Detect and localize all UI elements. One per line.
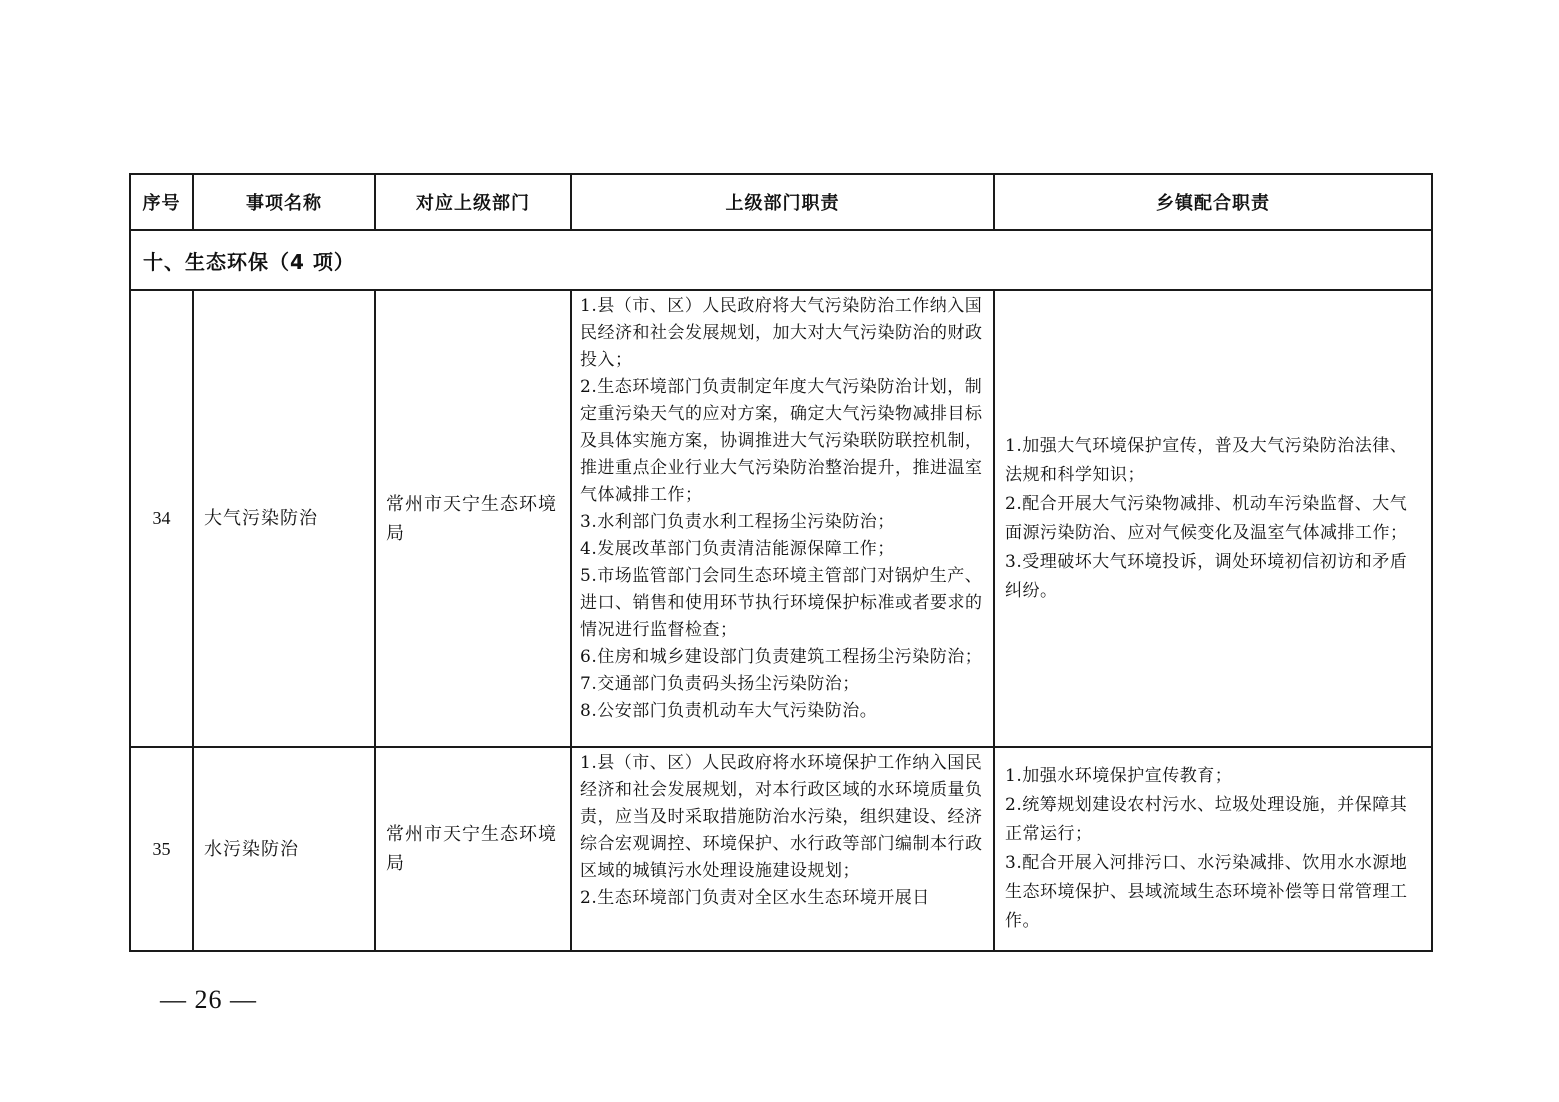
table-row <box>130 290 1432 747</box>
row-item-name: 大气污染防治 <box>193 290 375 747</box>
page-number: — 26 — <box>160 985 257 1014</box>
upper-duty-item: 1.县（市、区）人民政府将大气污染防治工作纳入国民经济和社会发展规划，加大对大气污染防治的财政投入； <box>580 296 983 370</box>
row-town-duties <box>994 747 1432 951</box>
row-upper-department: 常州市天宁生态环境局 <box>375 290 571 747</box>
header-town-duties: 乡镇配合职责 <box>994 174 1432 230</box>
upper-duty-item: 8.公安部门负责机动车大气污染防治。 <box>580 701 878 721</box>
row-serial-no: 34 <box>130 290 193 747</box>
town-duty-item: 1.加强水环境保护宣传教育； <box>1005 766 1233 786</box>
upper-duty-item: 4.发展改革部门负责清洁能源保障工作； <box>580 539 895 559</box>
upper-duty-item: 3.水利部门负责水利工程扬尘污染防治； <box>580 512 895 532</box>
town-duty-item: 3.配合开展入河排污口、水污染减排、饮用水水源地生态环境保护、县域流域生态环境补偿等日常管理工作。 <box>1005 853 1408 931</box>
row-item-name: 水污染防治 <box>193 747 375 951</box>
upper-duty-item: 6.住房和城乡建设部门负责建筑工程扬尘污染防治； <box>580 647 983 667</box>
table-header-row <box>130 174 1432 230</box>
upper-duty-item: 5.市场监管部门会同生态环境主管部门对锅炉生产、进口、销售和使用环节执行环境保护标准或者要求的情况进行监督检查； <box>580 566 983 640</box>
upper-duty-item: 7.交通部门负责码头扬尘污染防治； <box>580 674 860 694</box>
row-upper-department: 常州市天宁生态环境局 <box>375 747 571 951</box>
upper-duty-item: 2.生态环境部门负责制定年度大气污染防治计划，制定重污染天气的应对方案，确定大气污染物减排目标及具体实施方案，协调推进大气污染联防联控机制，推进重点企业行业大气污染防治整治提升，推进温室气体减排工作； <box>580 377 983 505</box>
row-serial-no: 35 <box>130 747 193 951</box>
section-title: 十、生态环保（4 项） <box>130 230 1432 290</box>
table-row <box>130 747 1432 951</box>
header-upper-duties: 上级部门职责 <box>571 174 994 230</box>
row-upper-duties <box>571 290 994 747</box>
duty-table <box>129 173 1433 952</box>
row-upper-duties <box>571 747 994 951</box>
row-town-duties <box>994 290 1432 747</box>
upper-duty-item: 1.县（市、区）人民政府将水环境保护工作纳入国民经济和社会发展规划，对本行政区域的水环境质量负责，应当及时采取措施防治水污染，组织建设、经济综合宏观调控、环境保护、水行政等部门编制本行政区域的城镇污水处理设施建设规划； <box>580 753 983 881</box>
town-duty-item: 3.受理破坏大气环境投诉，调处环境初信初访和矛盾纠纷。 <box>1005 551 1408 601</box>
header-upper-department: 对应上级部门 <box>375 174 571 230</box>
header-item-name: 事项名称 <box>193 174 375 230</box>
section-row <box>130 230 1432 290</box>
header-serial-no: 序号 <box>130 174 193 230</box>
town-duty-item: 2.配合开展大气污染物减排、机动车污染监督、大气面源污染防治、应对气候变化及温室气体减排工作； <box>1005 493 1408 543</box>
town-duty-item: 2.统筹规划建设农村污水、垃圾处理设施，并保障其正常运行； <box>1005 795 1408 844</box>
town-duty-item: 1.加强大气环境保护宣传，普及大气污染防治法律、法规和科学知识； <box>1005 435 1408 485</box>
upper-duty-item: 2.生态环境部门负责对全区水生态环境开展日 <box>580 888 930 908</box>
